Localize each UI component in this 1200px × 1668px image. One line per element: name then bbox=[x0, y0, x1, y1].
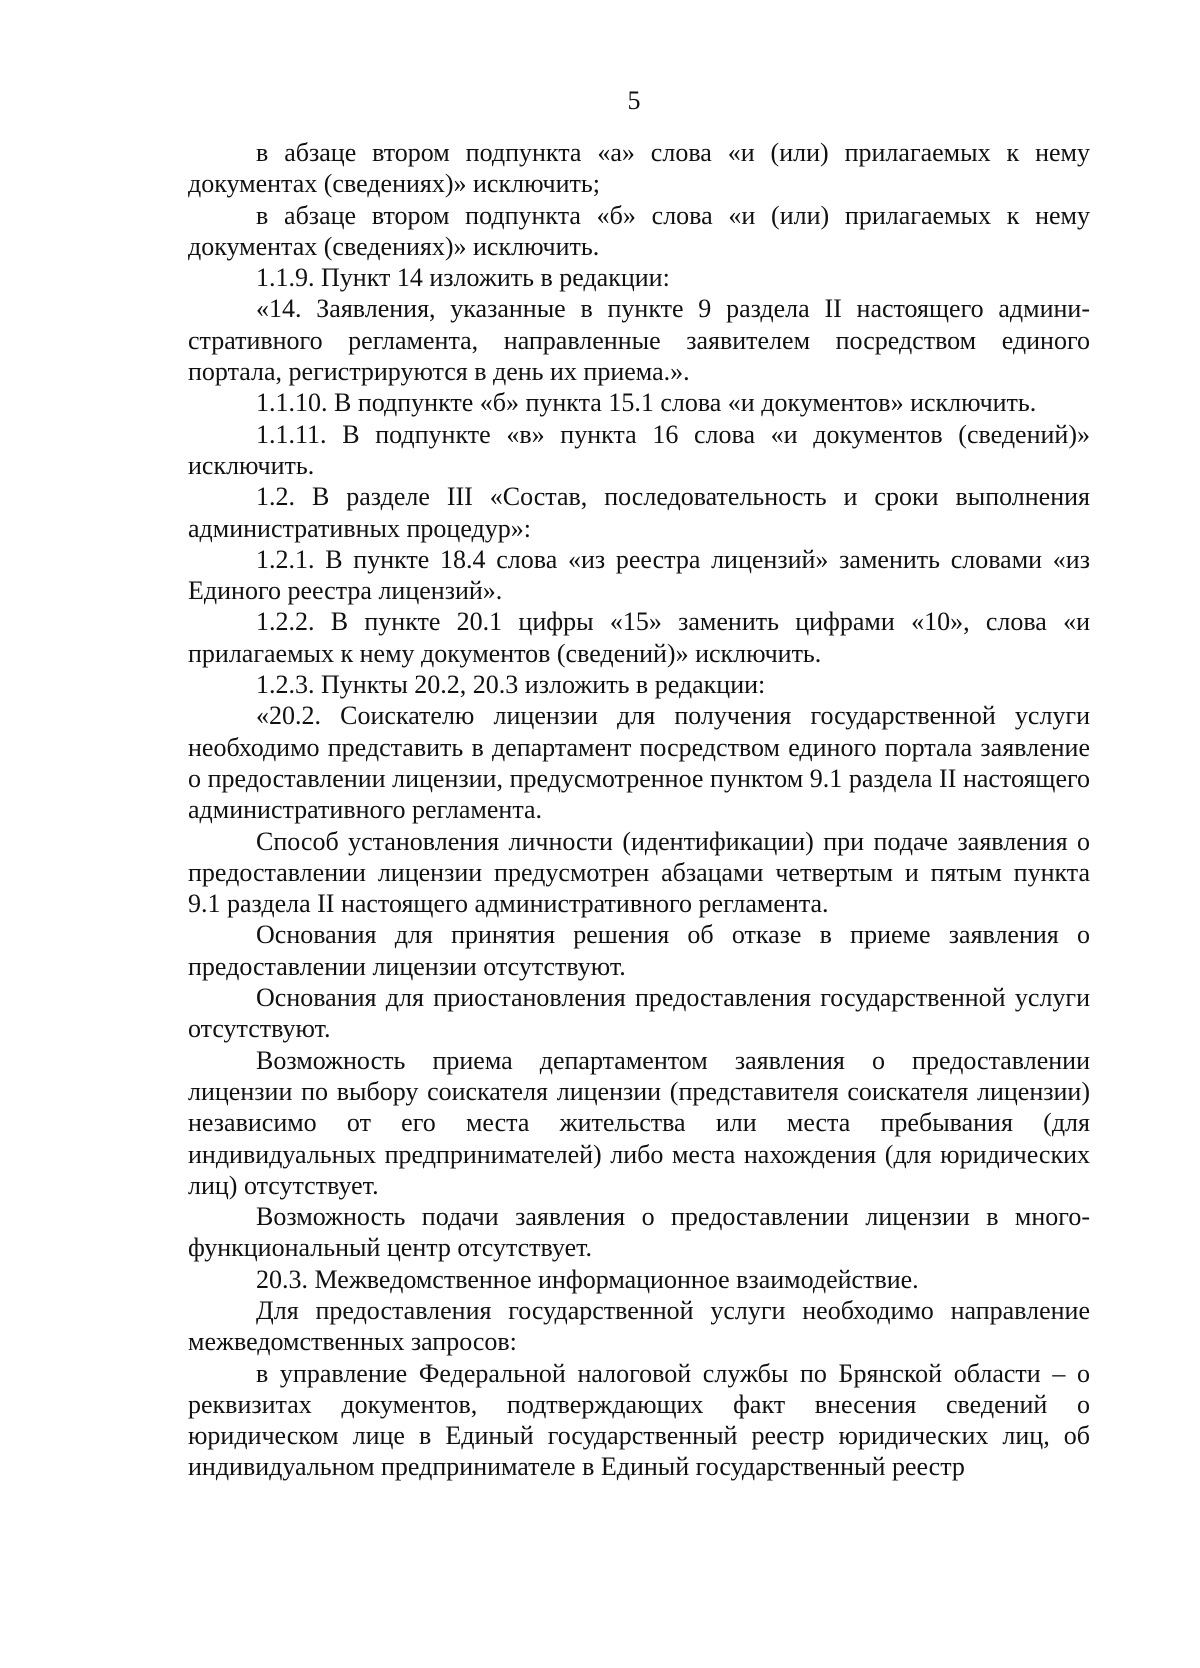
paragraph: в управление Федеральной налоговой службы по Брянской области – о реквизитах документов, подтверждающих факт внесения сведений о юридическом лице в Единый государственный реестр юридических лиц, об индивидуальном предпринимателе в Единый государственный реестр bbox=[188, 1358, 1090, 1482]
paragraph: «14. Заявления, указанные в пункте 9 раздела II настоящего административного регламента, направленные заявителем посредством единого портала, регистрируются в день их приема.». bbox=[188, 294, 1090, 387]
paragraph: Возможность приема департаментом заявления о предоставлении лицензии по выбору соискателя лицензии (представителя соискателя лицензии) независимо от его места жительства или места пребывания (для индивидуальных предпринимателей) либо места нахождения (для юридических лиц) отсутствует. bbox=[188, 1045, 1090, 1200]
paragraph: в абзаце втором подпункта «б» слова «и (или) прилагаемых к нему документах (сведениях)» исключить. bbox=[188, 200, 1090, 261]
paragraph: 1.2.3. Пункты 20.2, 20.3 изложить в редакции: bbox=[256, 670, 766, 700]
paragraph: Основания для принятия решения об отказе в приеме заявления о предоставлении лицензии отсутствуют. bbox=[188, 920, 1090, 981]
paragraph: 1.2.1. В пункте 18.4 слова «из реестра лицензий» заменить словами «из Единого реестра лицензий». bbox=[188, 544, 1090, 606]
paragraph: Возможность подачи заявления о предоставлении лицензии в многофункциональный центр отсутствует. bbox=[188, 1202, 1090, 1263]
paragraph: Основания для приостановления предоставления государственной услуги отсутствуют. bbox=[188, 983, 1090, 1044]
paragraph: 1.1.10. В подпункте «б» пункта 15.1 слова «и документов» исключить. bbox=[256, 388, 1037, 418]
paragraph: 1.1.11. В подпункте «в» пункта 16 слова «и документов (сведений)» исключить. bbox=[188, 419, 1090, 480]
paragraph: в абзаце втором подпункта «а» слова «и (или) прилагаемых к нему документах (сведениях)» исключить; bbox=[188, 138, 1090, 199]
paragraph: 1.1.9. Пункт 14 изложить в редакции: bbox=[256, 263, 670, 293]
paragraph: Для предоставления государственной услуги необходимо направление межведомственных запросов: bbox=[188, 1295, 1090, 1357]
page-number: 5 bbox=[627, 86, 641, 115]
paragraph: Способ установления личности (идентификации) при подаче заявления о предоставлении лицензии предусмотрен абзацами четвертым и пятым пункта 9.1 раздела II настоящего административного регламента. bbox=[188, 826, 1090, 919]
paragraph: 20.3. Межведомственное информационное взаимодействие. bbox=[256, 1264, 919, 1294]
document-body bbox=[188, 137, 1090, 1483]
paragraph: 1.2.2. В пункте 20.1 цифры «15» заменить цифрами «10», слова «и прилагаемых к нему документов (сведений)» исключить. bbox=[188, 607, 1090, 668]
paragraph: «20.2. Соискателю лицензии для получения государственной услуги необходимо представить в департамент посредством единого портала заявление о предоставлении лицензии, предусмотренное пунктом 9.1 раздела II настоящего административного регламента. bbox=[188, 701, 1090, 825]
paragraph: 1.2. В разделе III «Состав, последовательность и сроки выполнения административных процедур»: bbox=[188, 482, 1090, 543]
